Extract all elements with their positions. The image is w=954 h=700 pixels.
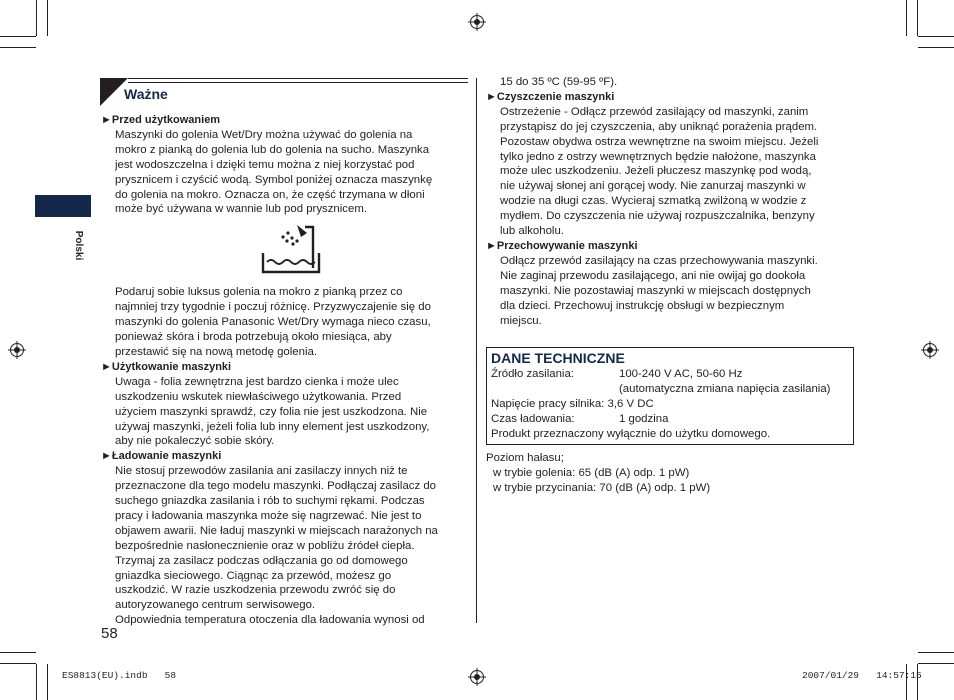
column-divider xyxy=(476,78,477,623)
text-line: może być używana w wannie lub pod prysznicem. xyxy=(115,203,367,216)
text-line: ponieważ skóra i broda potrzebują około miesiąca, aby xyxy=(115,331,392,344)
text-line: tylko jedno z ostrzy wewnętrznych będzie nałożone, maszynka xyxy=(500,150,816,163)
text-line: mydłem. Do czyszczenia nie używaj rozpuszczalnika, benzyny xyxy=(500,210,815,223)
section-heading: ►Przechowywanie maszynki xyxy=(486,239,638,252)
paragraph xyxy=(486,105,856,239)
paragraph xyxy=(101,375,471,450)
text-line: maszynki. Nie pozostawiaj maszynki w miejscach dostępnych xyxy=(500,284,811,297)
text-line: Uwaga - folia zewnętrzna jest bardzo cienka i może ulec xyxy=(115,375,399,388)
noise-row: w trybie golenia: 65 (dB (A) odp. 1 pW) xyxy=(493,466,690,479)
registration-mark-icon xyxy=(8,341,26,359)
crop-mark xyxy=(917,0,918,36)
technical-data-title: DANE TECHNICZNE xyxy=(491,350,625,366)
text-line: Nie stosuj przewodów zasilania ani zasilaczy innych niż te xyxy=(115,465,408,478)
language-tab xyxy=(35,195,91,217)
text-line: może ulec uszkodzeniu. Jeżeli płuczesz maszynkę pod wodą, xyxy=(500,165,812,178)
shower-bath-icon xyxy=(261,223,321,275)
registration-mark-icon xyxy=(921,341,939,359)
paragraph xyxy=(101,464,471,628)
crop-mark xyxy=(36,0,37,36)
text-line: do golenia na mokro. Oznacza on, że część trzymana w dłoni xyxy=(115,188,425,201)
crop-mark xyxy=(0,652,36,653)
tech-value: 100-240 V AC, 50-60 Hz xyxy=(619,368,743,380)
tech-label: Czas ładowania: xyxy=(491,412,575,425)
crop-mark xyxy=(918,652,954,653)
technical-data xyxy=(491,350,851,442)
text-line: Nie zaginaj przewodu zasilającego, ani nie owijaj go dookoła xyxy=(500,269,806,282)
text-line: pracy i ładowania maszynka może się nagrzewać. Nie jest to xyxy=(115,509,422,522)
text-line: bezpośrednie nasłonecznienie oraz w pobliżu źródeł ciepła. xyxy=(115,539,415,552)
noise-row: w trybie przycinania: 70 (dB (A) odp. 1 pW) xyxy=(493,481,711,494)
section-title: Ważne xyxy=(124,86,168,102)
text-line: użyciem maszynki sprawdź, czy folia nie jest uszkodzona. Nie xyxy=(115,405,428,418)
text-line: Maszynki do golenia Wet/Dry można używać do golenia na xyxy=(115,128,413,141)
crop-mark xyxy=(0,36,36,37)
tech-row-note: Produkt przeznaczony wyłącznie do użytku domowego. xyxy=(491,427,771,440)
text-line: uszkodzeniu wskutek niewłaściwego użytkowania. Przed xyxy=(115,390,402,403)
text-line: suchego gniazdka zasilania i rób to suchymi rękami. Podczas xyxy=(115,495,425,508)
text-line: używaj maszynki, jeżeli folia lub inny element jest uszkodzony, xyxy=(115,420,430,433)
right-column xyxy=(486,75,856,328)
text-line: Odpowiednia temperatura otoczenia dla ładowania wynosi od xyxy=(115,614,425,627)
section-heading: ►Przed użytkowaniem xyxy=(101,114,221,126)
text-line: przystąpisz do jej czyszczenia, aby uniknąć porażenia prądem. xyxy=(500,120,818,133)
language-label xyxy=(73,222,90,272)
text-line: Trzymaj za zasilacz podczas odłączania go od domowego xyxy=(115,554,408,567)
paragraph xyxy=(101,128,471,217)
section-heading: ►Użytkowanie maszynki xyxy=(101,360,232,373)
paragraph: 15 do 35 ºC (59-95 ºF). xyxy=(500,76,618,88)
text-line: jest wodoszczelna i dzięki temu można z niej korzystać pod xyxy=(115,158,415,171)
text-line: lub alkoholu. xyxy=(500,225,564,238)
noise-level xyxy=(486,451,710,496)
crop-mark xyxy=(918,36,954,37)
crop-mark xyxy=(906,0,907,36)
tech-row-motor: Napięcie pracy silnika: 3,6 V DC xyxy=(491,397,654,410)
text-line: nie używaj słonej ani gorącej wody. Nie zanurzaj maszynki w xyxy=(500,180,806,193)
crop-mark xyxy=(0,47,36,48)
crop-mark xyxy=(47,0,48,36)
footer-timestamp: 2007/01/29 14:57:15 xyxy=(802,670,922,681)
text-line: Ostrzeżenie - Odłącz przewód zasilający od maszynki, zanim xyxy=(500,105,809,118)
noise-title: Poziom hałasu; xyxy=(486,452,564,464)
tech-value: 1 godzina xyxy=(619,412,669,425)
text-line: uszkodzić. W razie uszkodzenia przewodu zwróć się do xyxy=(115,584,396,597)
text-line: najmniej trzy tygodnie i poczuj różnicę. Przyzwyczajenie się do xyxy=(115,301,431,314)
tech-label: Źródło zasilania: xyxy=(491,368,574,380)
text-line: przestawić się na nową metodę golenia. xyxy=(115,345,317,358)
page-number: 58 xyxy=(101,625,118,642)
text-line: przeznaczone dla tego modelu maszynki. Podłączaj zasilacz do xyxy=(115,480,437,493)
text-line: miejscu. xyxy=(500,314,542,327)
crop-mark xyxy=(36,664,37,700)
text-line: Pozostaw obydwa ostrza wewnętrzne na swoim miejscu. Jeżeli xyxy=(500,135,819,148)
registration-mark-icon xyxy=(468,13,486,31)
section-heading: ►Czyszczenie maszynki xyxy=(486,90,615,103)
section-heading: ►Ładowanie maszynki xyxy=(101,450,222,463)
crop-mark xyxy=(0,663,36,664)
text-line: Podaruj sobie luksus golenia na mokro z pianką przez co xyxy=(115,286,403,299)
paragraph xyxy=(101,285,471,360)
footer-file: ES8813(EU).indb 58 xyxy=(62,670,177,681)
registration-mark-icon xyxy=(468,668,486,686)
text-line: gniazdka sieciowego. Ciągnąc za przewód, możesz go xyxy=(115,569,392,582)
crop-mark xyxy=(47,664,48,700)
language-label-text: Polski xyxy=(73,230,85,261)
left-column xyxy=(101,113,471,628)
tech-row-power xyxy=(491,367,851,382)
shower-symbol xyxy=(101,217,471,285)
tech-row-power-2: (automatyczna zmiana napięcia zasilania) xyxy=(619,382,831,395)
text-line: objawem awarii. Nie ładuj maszynki w miejscach narażonych na xyxy=(115,524,438,537)
heading-rule xyxy=(128,78,468,83)
paragraph xyxy=(486,254,856,329)
text-line: mokro z pianką do golenia lub do golenia na sucho. Maszynka xyxy=(115,143,430,156)
text-line: wodzie na długi czas. Wycieraj szmatką zwilżoną w wodzie z xyxy=(500,195,807,208)
text-line: Odłącz przewód zasilający na czas przechowywania maszynki. xyxy=(500,254,818,267)
text-line: maszynki do golenia Panasonic Wet/Dry wymaga nieco czasu, xyxy=(115,316,431,329)
crop-mark xyxy=(918,663,954,664)
text-line: dla dzieci. Przechowuj instrukcję obsługi w bezpiecznym xyxy=(500,299,785,312)
tech-row-charge xyxy=(491,412,851,427)
crop-mark xyxy=(918,47,954,48)
text-line: prysznicem i czyścić wodą. Symbol poniżej oznacza maszynkę xyxy=(115,173,433,186)
text-line: aby nie pokaleczyć sobie skóry. xyxy=(115,435,275,448)
text-line: autoryzowanego centrum serwisowego. xyxy=(115,599,316,612)
